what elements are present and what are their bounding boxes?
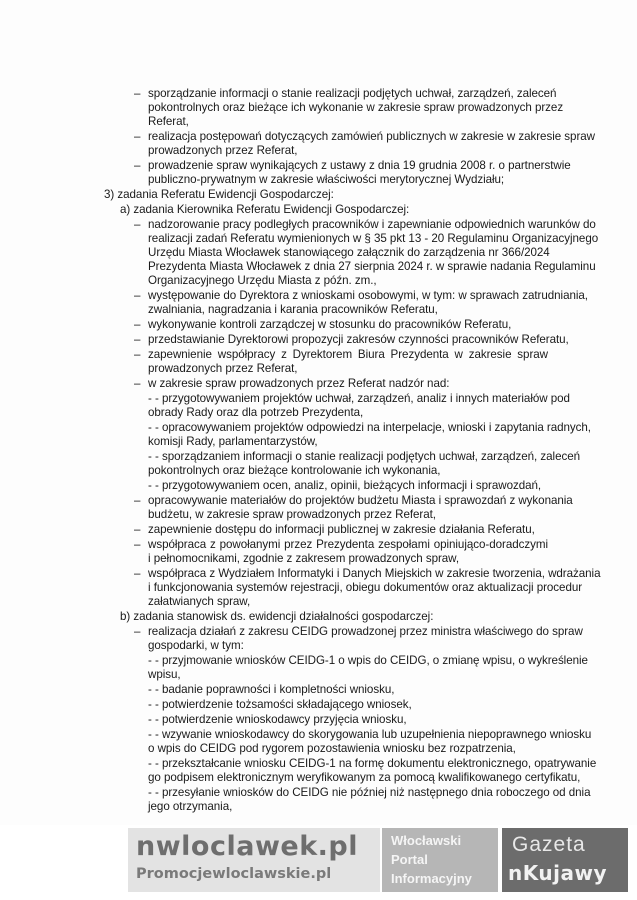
text-line: w zakresie spraw prowadzonych przez Referat nadzór nad: bbox=[148, 377, 450, 390]
text-line: - - badanie poprawności i kompletności wniosku, bbox=[148, 683, 395, 696]
list-dash: – bbox=[134, 494, 141, 507]
banner-gazeta-title: Gazeta bbox=[512, 833, 586, 856]
text-line: Prezydenta Miasta Włocławek z dnia 27 sierpnia 2024 r. w sprawie nadania Regulaminu bbox=[148, 260, 596, 273]
text-line: załatwianych spraw, bbox=[148, 595, 251, 608]
banner-portal-text: Informacyjny bbox=[391, 871, 472, 886]
list-dash: – bbox=[134, 348, 141, 361]
text-line: - - wzywanie wnioskodawcy do skorygowania lub uzupełnienia niepoprawnego wniosku bbox=[148, 728, 592, 741]
list-dash: – bbox=[134, 289, 141, 302]
text-line: budżetu, w zakresie spraw prowadzonych przez Referat, bbox=[148, 508, 436, 521]
text-line: obrady Rady oraz dla potrzeb Prezydenta, bbox=[148, 406, 364, 419]
section-heading: 3) zadania Referatu Ewidencji Gospodarczej: bbox=[104, 188, 334, 201]
text-line: - - potwierdzenie wnioskodawcy przyjęcia wniosku, bbox=[148, 713, 407, 726]
text-line: sporządzanie informacji o stanie realizacji podjętych uchwał, zarządzeń, zaleceń bbox=[148, 87, 557, 100]
text-line: pokontrolnych oraz bieżące ich wykonanie w zakresie spraw prowadzonych przez bbox=[148, 101, 564, 114]
text-line: realizacja działań z zakresu CEIDG prowadzonej przez ministra właściwego do spraw bbox=[148, 625, 583, 638]
text-line: realizacji zadań Referatu wymienionych w § 35 pkt 13 - 20 Regulaminu Organizacyjnego bbox=[148, 232, 599, 245]
banner-portal-text: Portal bbox=[391, 852, 428, 867]
text-line: i funkcjonowania systemów rejestracji, obiegu dokumentów oraz aktualizacji procedur bbox=[148, 581, 583, 594]
text-line: - - opracowywaniem projektów odpowiedzi na interpelacje, wnioski i zapytania radnych, bbox=[148, 421, 591, 434]
text-line: przedstawianie Dyrektorowi propozycji zakresów czynności pracowników Referatu, bbox=[148, 333, 569, 346]
text-line: - - przyjmowanie wniosków CEIDG-1 o wpis do CEIDG, o zmianę wpisu, o wykreślenie bbox=[148, 654, 588, 667]
text-line: zapewnienie współpracy z Dyrektorem Biura Prezydenta w zakresie spraw bbox=[148, 348, 548, 361]
list-dash: – bbox=[134, 333, 141, 346]
banner-site-logo: nwloclawek.pl bbox=[136, 831, 358, 862]
text-line: realizacja postępowań dotyczących zamówień publicznych w zakresie w zakresie spraw bbox=[148, 130, 595, 143]
list-dash: – bbox=[134, 318, 141, 331]
text-line: pokontrolnych oraz bieżące kontrolowanie ich wykonania, bbox=[148, 464, 441, 477]
list-dash: – bbox=[134, 567, 141, 580]
text-line: - - potwierdzenie tożsamości składającego wniosek, bbox=[148, 698, 412, 711]
text-line: go podpisem elektronicznym weryfikowanym za pomocą kwalifikowanego certyfikatu, bbox=[148, 771, 581, 784]
banner-promo-logo: Promocjewloclawskie.pl bbox=[136, 866, 332, 882]
text-line: - - przygotowywaniem ocen, analiz, opinii, bieżących informacji i sprawozdań, bbox=[148, 479, 542, 492]
text-line: nadzorowanie pracy podległych pracowników i zapewnianie odpowiednich warunków do bbox=[148, 218, 596, 231]
list-dash: – bbox=[134, 377, 141, 390]
text-line: i pełnomocnikami, zgodnie z zakresem prowadzonych spraw, bbox=[148, 552, 460, 565]
list-dash: – bbox=[134, 538, 141, 551]
text-line: - - przesyłanie wniosków do CEIDG nie później niż następnego dnia roboczego od dnia bbox=[148, 786, 591, 799]
text-line: współpraca z Wydziałem Informatyki i Danych Miejskich w zakresie tworzenia, wdrażania bbox=[148, 567, 601, 580]
subsection-heading: a) zadania Kierownika Referatu Ewidencji Gospodarczej: bbox=[120, 203, 410, 216]
text-line: gospodarki, w tym: bbox=[148, 639, 244, 652]
text-line: Referat, bbox=[148, 115, 189, 128]
text-line: współpraca z powołanymi przez Prezydenta zespołami opiniująco-doradczymi bbox=[148, 538, 548, 551]
text-line: prowadzonych przez Referat, bbox=[148, 144, 298, 157]
list-dash: – bbox=[134, 218, 141, 231]
text-line: prowadzenie spraw wynikających z ustawy z dnia 19 grudnia 2008 r. o partnerstwie bbox=[148, 159, 571, 172]
text-line: o wpis do CEIDG pod rygorem pozostawienia wniosku bez rozpatrzenia, bbox=[148, 742, 516, 755]
text-line: - - przygotowywaniem projektów uchwał, zarządzeń, analiz i innych materiałów pod bbox=[148, 392, 570, 405]
list-dash: – bbox=[134, 159, 141, 172]
text-line: zapewnienie dostępu do informacji publicznej w zakresie działania Referatu, bbox=[148, 523, 535, 536]
list-dash: – bbox=[134, 523, 141, 536]
text-line: zwalniania, nagradzania i karania pracowników Referatu, bbox=[148, 303, 438, 316]
text-line: Urzędu Miasta Włocławek stanowiącego załącznik do zarządzenia nr 366/2024 bbox=[148, 246, 550, 259]
text-line: publiczno-prywatnym w zakresie właściwości merytorycznej Wydziału; bbox=[148, 173, 505, 186]
list-dash: – bbox=[134, 130, 141, 143]
text-line: prowadzonych przez Referat, bbox=[148, 362, 298, 375]
banner-gazeta-name: nKujawy bbox=[508, 861, 607, 885]
text-line: komisji Rady, parlamentarzystów, bbox=[148, 435, 318, 448]
subsection-heading: b) zadania stanowisk ds. ewidencji działalności gospodarczej: bbox=[120, 610, 434, 623]
text-line: Organizacyjnego Urzędu Miasta z późn. zm., bbox=[148, 274, 377, 287]
banner-portal-text: Włocławski bbox=[391, 833, 462, 848]
text-line: opracowywanie materiałów do projektów budżetu Miasta i sprawozdań z wykonania bbox=[148, 494, 573, 507]
text-line: - - sporządzaniem informacji o stanie realizacji podjętych uchwał, zarządzeń, zaleceń bbox=[148, 450, 581, 463]
list-dash: – bbox=[134, 87, 141, 100]
text-line: wpisu, bbox=[148, 668, 181, 681]
list-dash: – bbox=[134, 625, 141, 638]
text-line: jego otrzymania, bbox=[148, 800, 233, 813]
text-line: występowanie do Dyrektora z wnioskami osobowymi, w tym: w sprawach zatrudniania, bbox=[148, 289, 588, 302]
text-line: - - przekształcanie wniosku CEIDG-1 na formę dokumentu elektronicznego, opatrywanie bbox=[148, 757, 597, 770]
text-line: wykonywanie kontroli zarządczej w stosunku do pracowników Referatu, bbox=[148, 318, 512, 331]
